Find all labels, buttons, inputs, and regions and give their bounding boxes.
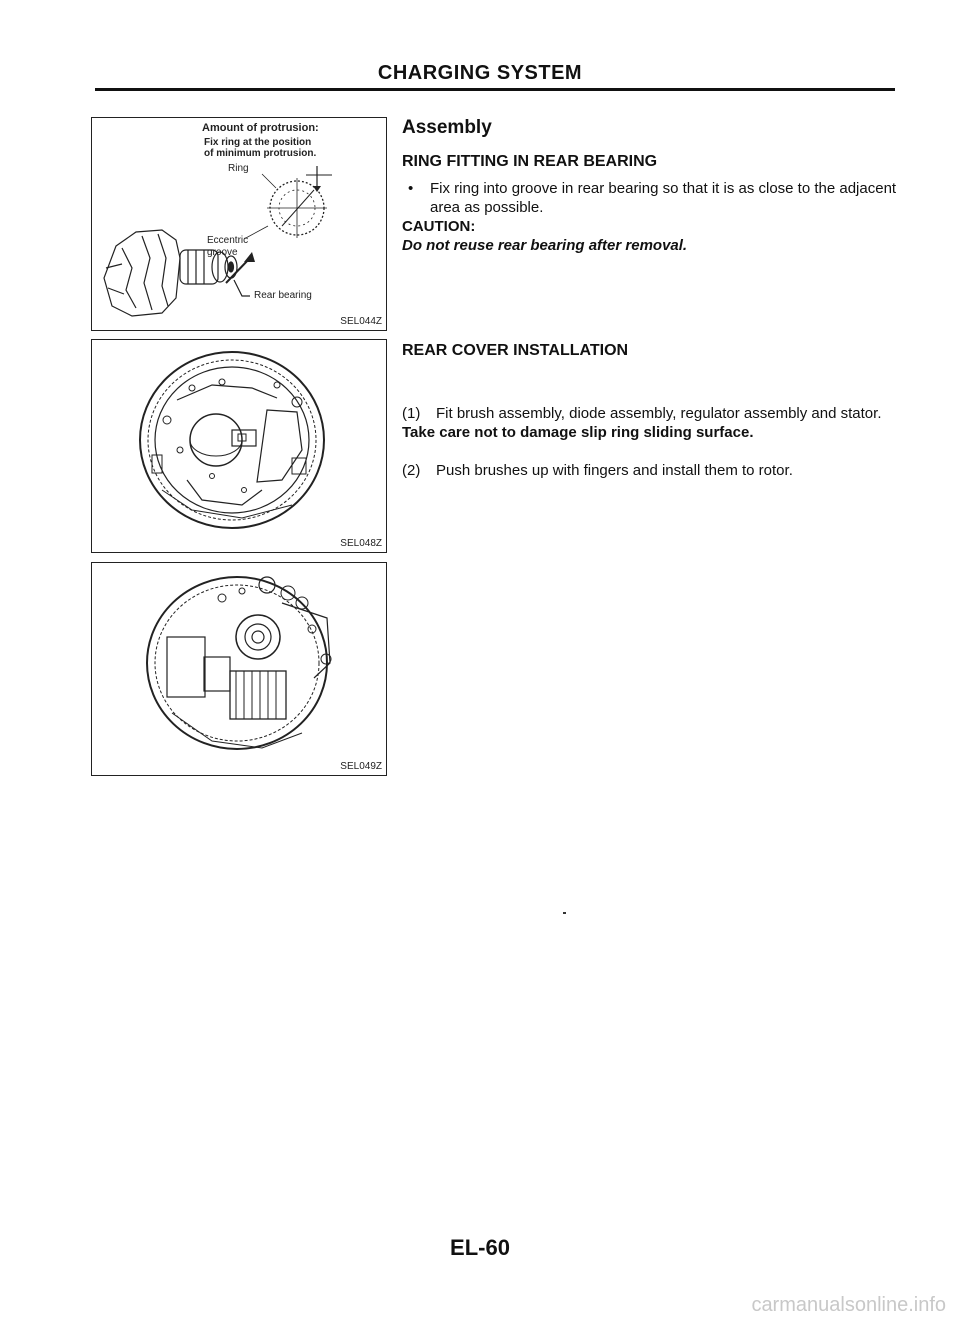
protrusion-line1: Fix ring at the position (204, 137, 312, 148)
ring-fitting-title: RING FITTING IN REAR BEARING (402, 153, 658, 170)
rear-cover-title: REAR COVER INSTALLATION (402, 342, 629, 359)
rear-cover-step-1 (402, 404, 936, 423)
figure-ring-fitting (91, 117, 387, 331)
header-rule (95, 88, 895, 91)
figure-code: SEL044Z (340, 316, 382, 327)
step-text: Fit brush assembly, diode assembly, regulator assembly and stator. (436, 405, 882, 422)
eccentric-label: Eccentric (207, 235, 249, 246)
protrusion-line2: of minimum protrusion. (204, 148, 317, 159)
assembly-title: Assembly (402, 117, 492, 138)
figure-code: SEL048Z (340, 538, 382, 549)
ring-fitting-bullet (402, 179, 930, 217)
groove-label: groove (207, 247, 238, 258)
figure-code: SEL049Z (340, 761, 382, 772)
rear-bearing-label: Rear bearing (254, 290, 312, 301)
step-number: (1) (402, 405, 421, 422)
step-number: (2) (402, 462, 421, 479)
step-text: Push brushes up with fingers and install them to rotor. (436, 462, 793, 479)
page-number: EL-60 (450, 1235, 510, 1260)
ring-label: Ring (228, 163, 249, 174)
bullet-symbol: • (408, 180, 414, 197)
rear-cover-step-2 (402, 461, 936, 480)
rear-cover-illustration (92, 340, 386, 552)
protrusion-title: Amount of protrusion: (202, 122, 319, 134)
caution-text: Do not reuse rear bearing after removal. (402, 237, 688, 254)
page-header: CHARGING SYSTEM (377, 62, 583, 84)
figure-rear-assembly (91, 562, 387, 776)
figure-rear-cover (91, 339, 387, 553)
bullet-text: Fix ring into groove in rear bearing so that it is as close to the adjacent area as possible. (430, 180, 897, 216)
rear-cover-note: Take care not to damage slip ring sliding surface. (402, 424, 754, 441)
caution-label: CAUTION: (402, 218, 476, 235)
rear-assembly-illustration (92, 563, 386, 775)
scan-speck (563, 912, 566, 914)
watermark: carmanualsonline.info (751, 1294, 946, 1316)
